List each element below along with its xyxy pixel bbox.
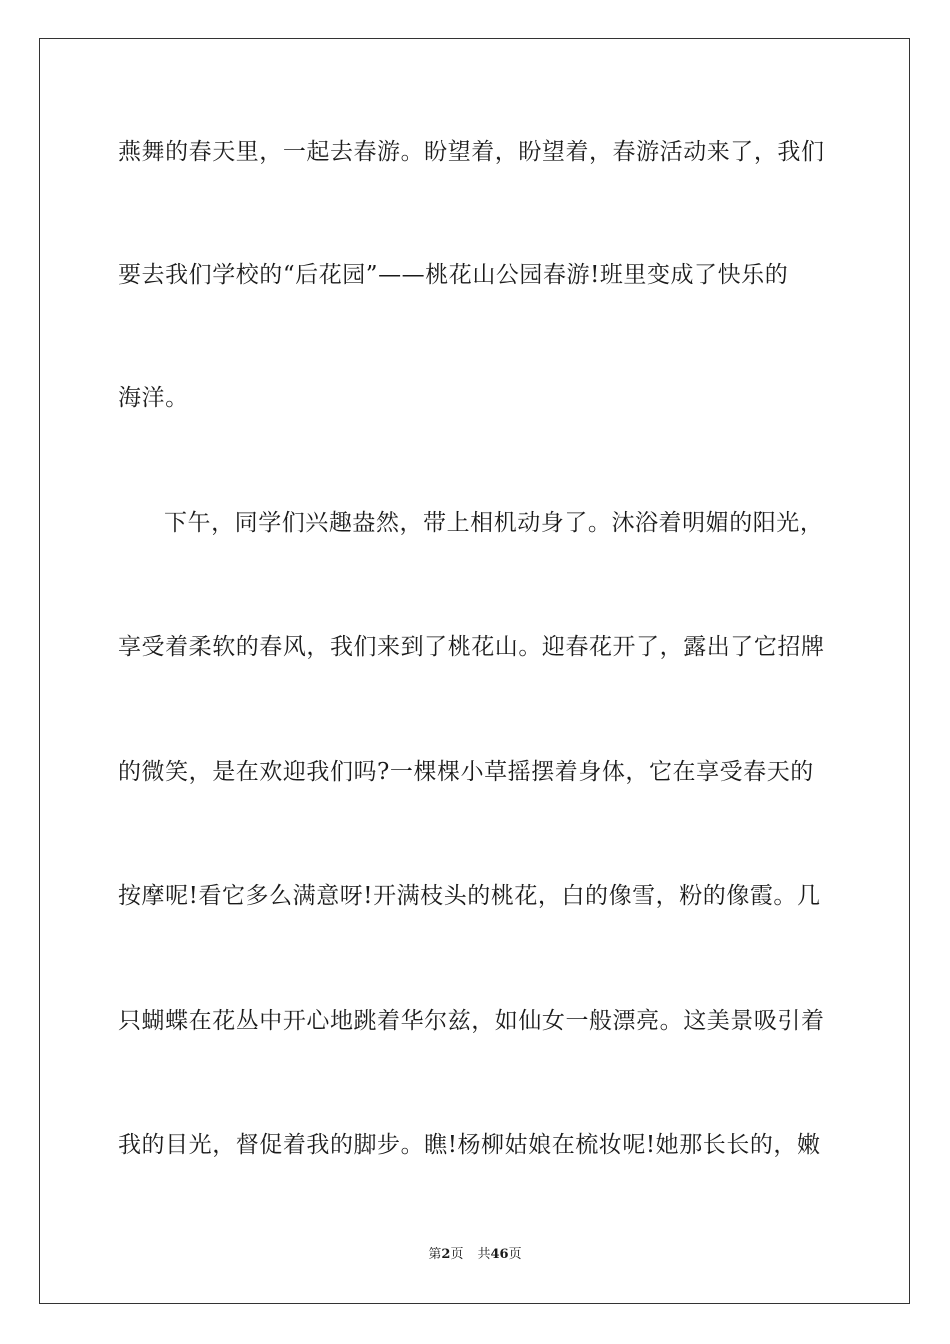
text-line-6: 的微笑，是在欢迎我们吗?一棵棵小草摇摆着身体，它在享受春天的 [118, 759, 814, 785]
text-line-9: 我的目光，督促着我的脚步。瞧!杨柳姑娘在梳妆呢!她那长长的，嫩 [118, 1132, 821, 1158]
total-suffix: 页 [508, 1247, 522, 1262]
text-line-4: 下午，同学们兴趣盎然，带上相机动身了。沐浴着明媚的阳光， [164, 510, 824, 536]
page-prefix: 第 [428, 1247, 442, 1262]
total-prefix: 共 [477, 1247, 491, 1262]
page-number: 2 [441, 1247, 451, 1262]
text-line-1: 燕舞的春天里，一起去春游。盼望着，盼望着，春游活动来了，我们 [118, 139, 825, 165]
text-line-8: 只蝴蝶在花丛中开心地跳着华尔兹，如仙女一般漂亮。这美景吸引着 [118, 1008, 825, 1034]
text-line-2: 要去我们学校的“后花园”——桃花山公园春游!班里变成了快乐的 [118, 262, 789, 288]
total-pages-indicator [477, 1247, 521, 1262]
text-line-5: 享受着柔软的春风，我们来到了桃花山。迎春花开了，露出了它招牌 [118, 634, 825, 660]
page-indicator [428, 1247, 463, 1262]
page-suffix: 页 [450, 1247, 464, 1262]
total-pages: 46 [490, 1247, 509, 1262]
text-line-7: 按摩呢!看它多么满意呀!开满枝头的桃花，白的像雪，粉的像霞。几 [118, 883, 821, 909]
page-border [39, 38, 910, 1304]
page-footer [0, 1246, 950, 1264]
text-line-3: 海洋。 [118, 385, 189, 411]
